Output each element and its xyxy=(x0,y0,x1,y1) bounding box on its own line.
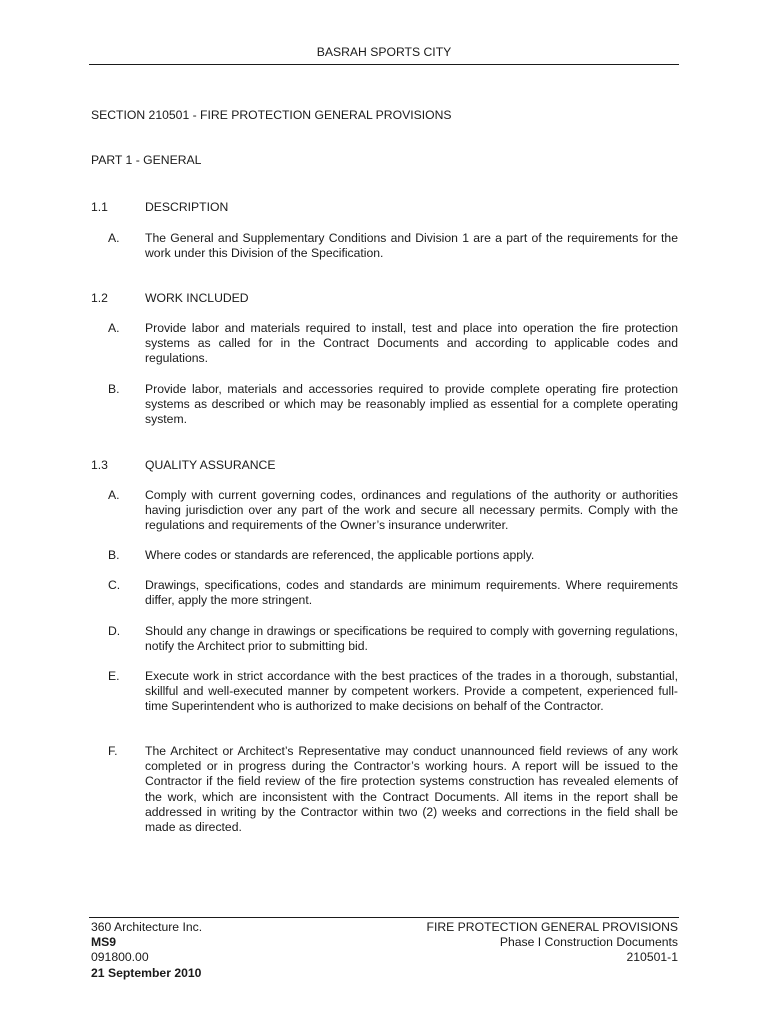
item-letter: C. xyxy=(108,578,121,592)
footer-right xyxy=(427,920,678,966)
item-text: Provide labor, materials and accessories required to provide complete operating fire protection systems as described or which may be reasonably implied as essential for a complete operating system. xyxy=(145,382,678,427)
item-text: The General and Supplementary Conditions and Division 1 are a part of the requirements for the work under this Division of the Specification. xyxy=(145,231,678,261)
item-letter: F. xyxy=(108,744,118,758)
item-letter: B. xyxy=(108,548,120,562)
section-number: 1.1 xyxy=(91,200,108,214)
footer-company: 360 Architecture Inc. xyxy=(91,920,203,934)
page-footer xyxy=(89,917,679,980)
item-text: Provide labor and materials required to install, test and place into operation the fire protection systems as called for in the Contract Documents and according to applicable codes and regulations. xyxy=(145,321,678,366)
item-text: Should any change in drawings or specifications be required to comply with governing regulations, notify the Architect prior to submitting bid. xyxy=(145,624,678,654)
footer-date: 21 September 2010 xyxy=(91,965,202,980)
footer-doc-title: FIRE PROTECTION GENERAL PROVISIONS xyxy=(426,920,678,934)
item-letter: D. xyxy=(108,624,121,638)
item-letter: A. xyxy=(108,231,120,245)
section-number: 1.2 xyxy=(91,291,108,305)
item-text: Comply with current governing codes, ordinances and regulations of the authority or authorities having jurisdiction over any part of the work and secure all necessary permits. Comply with the regulations and requirements of the Owner’s insurance underwriter. xyxy=(145,488,678,533)
item-letter: E. xyxy=(108,669,120,683)
section-heading: WORK INCLUDED xyxy=(145,291,249,305)
footer-left xyxy=(91,920,202,981)
item-text: The Architect or Architect’s Representative may conduct unannounced field reviews of any work completed or in progress during the Contractor’s working hours. A report will be issued to the Contractor if the field review of the fire protection systems construction has revealed elements of the work, which are inconsistent with the Contract Documents. All items in the report shall be addressed in writing by the Contractor within two (2) weeks and corrections in the field shall be made as directed. xyxy=(145,744,678,835)
page-header xyxy=(89,45,679,65)
footer-page-number: 210501-1 xyxy=(626,950,678,965)
footer-project-number: 091800.00 xyxy=(91,950,149,965)
item-text: Execute work in strict accordance with the best practices of the trades in a thorough, substantial, skillful and well-executed manner by competent workers. Provide a competent, experienced full-time Superintendent who is authorized to make decisions on behalf of the Contractor. xyxy=(145,669,678,714)
section-number: 1.3 xyxy=(91,458,108,472)
footer-project-code: MS9 xyxy=(91,935,117,950)
section-heading: QUALITY ASSURANCE xyxy=(145,458,276,472)
section-heading: DESCRIPTION xyxy=(145,200,229,214)
item-letter: A. xyxy=(108,321,120,335)
item-letter: A. xyxy=(108,488,120,502)
item-text: Where codes or standards are referenced, the applicable portions apply. xyxy=(145,548,535,562)
header-title: BASRAH SPORTS CITY xyxy=(316,45,452,59)
item-letter: B. xyxy=(108,382,120,396)
footer-doc-phase: Phase I Construction Documents xyxy=(499,935,678,950)
part-title: PART 1 - GENERAL xyxy=(91,153,202,167)
item-text: Drawings, specifications, codes and standards are minimum requirements. Where requirements differ, apply the more stringent. xyxy=(145,578,678,608)
section-title: SECTION 210501 - FIRE PROTECTION GENERAL PROVISIONS xyxy=(91,108,452,122)
